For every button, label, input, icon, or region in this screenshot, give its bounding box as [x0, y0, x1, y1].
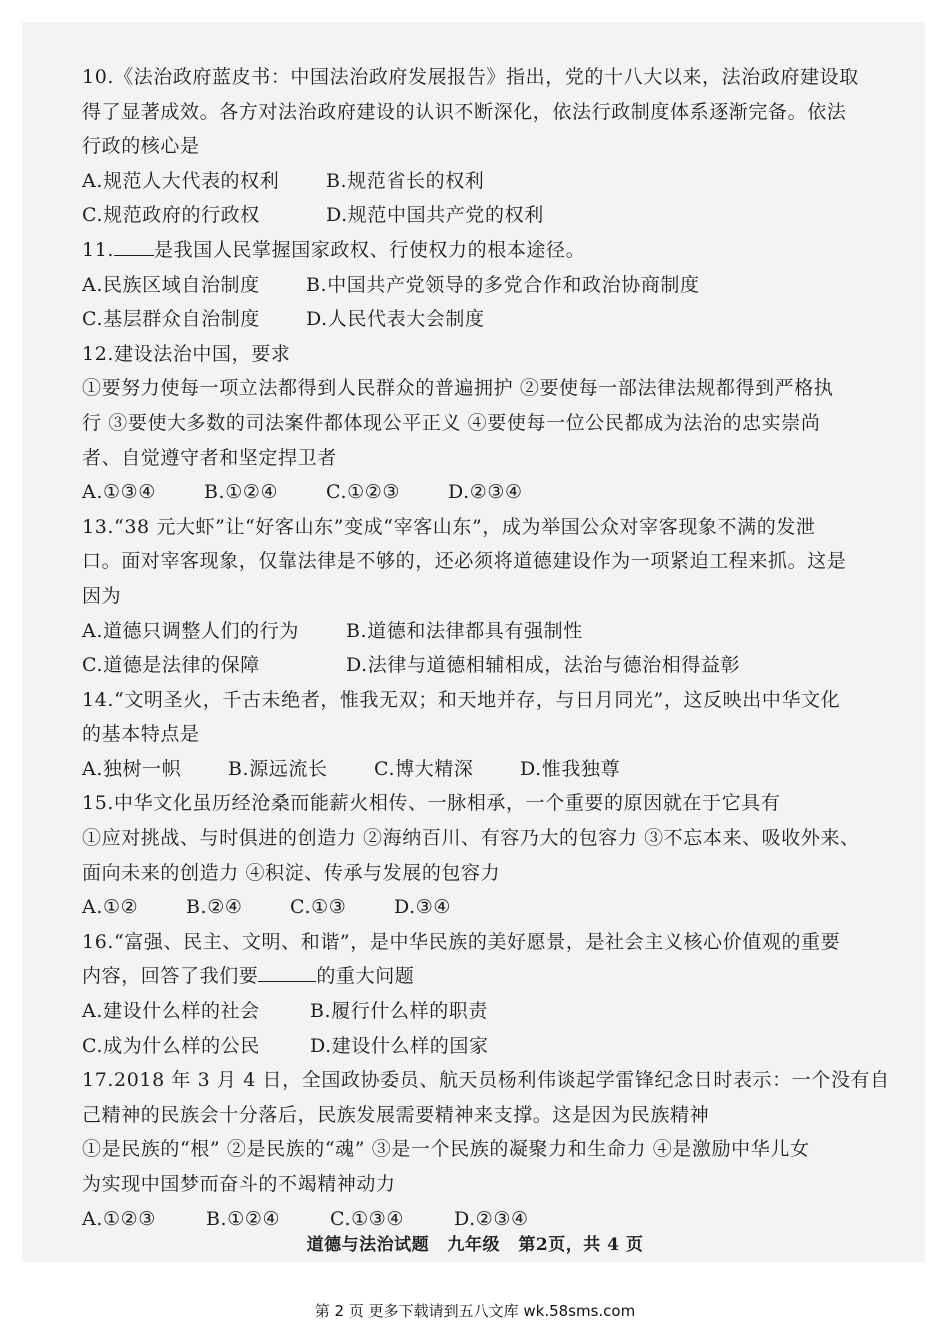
question-stem-line: 者、自觉遵守者和坚定捍卫者 — [82, 446, 337, 469]
question-stem-text: 内容，回答了我们要 — [82, 965, 259, 988]
question-10 — [82, 60, 912, 233]
option-b: B.规范省长的权利 — [326, 169, 485, 192]
option-row — [82, 994, 912, 1029]
option-d: D.建设什么样的国家 — [310, 1034, 489, 1057]
option-row — [82, 164, 912, 199]
question-16 — [82, 925, 912, 1063]
footer-page-number: 第2页，共 4 页 — [518, 1235, 644, 1255]
option-b: B.源远流长 — [228, 757, 328, 780]
question-stem-line: 面向未来的创造力 ④积淀、传承与发展的包容力 — [82, 861, 501, 884]
question-13 — [82, 510, 912, 683]
option-c: C.①③④ — [330, 1207, 404, 1230]
question-stem-line: 因为 — [82, 584, 122, 607]
question-stem-line: 12.建设法治中国，要求 — [82, 342, 291, 365]
question-stem-line: 15.中华文化虽历经沧桑而能薪火相传、一脉相承，一个重要的原因就在于它具有 — [82, 792, 781, 815]
option-b: B.道德和法律都具有强制性 — [346, 619, 583, 642]
option-c: C.博大精深 — [374, 757, 474, 780]
option-row — [82, 890, 912, 925]
answer-blank — [114, 233, 154, 256]
question-stem-line: 己精神的民族会十分落后，民族发展需要精神来支撑。这是因为民族精神 — [82, 1103, 710, 1126]
option-b: B.①②④ — [204, 481, 279, 504]
option-d: D.②③④ — [454, 1207, 529, 1230]
question-14 — [82, 683, 912, 787]
exam-page — [22, 22, 925, 1262]
question-stem-line: 口。面对宰客现象，仅靠法律是不够的，还必须将道德建设作为一项紧迫工程来抓。这是 — [82, 550, 847, 573]
question-stem-line: ①是民族的“根” ②是民族的“魂” ③是一个民族的凝聚力和生命力 ④是激励中华儿女 — [82, 1138, 810, 1161]
question-stem-line: 16.“富强、民主、文明、和谐”，是中华民族的美好愿景，是社会主义核心价值观的重要 — [82, 930, 841, 953]
option-b: B.①②④ — [206, 1207, 281, 1230]
option-a: A.①③④ — [82, 481, 156, 504]
question-stem-line: ①应对挑战、与时俱进的创造力 ②海纳百川、有容乃大的包容力 ③不忘本来、吸收外来、 — [82, 827, 860, 850]
download-note: 第 2 页 更多下载请到五八文库 wk.58sms.com — [314, 1302, 636, 1320]
option-row — [82, 1029, 912, 1064]
question-stem-line — [82, 959, 912, 994]
option-row — [82, 614, 912, 649]
questions-area — [82, 60, 912, 1236]
page-footer — [0, 1230, 950, 1255]
option-a: A.道德只调整人们的行为 — [82, 619, 299, 642]
option-c: C.道德是法律的保障 — [82, 654, 260, 677]
option-c: C.基层群众自治制度 — [82, 308, 260, 331]
question-stem-line: 行政的核心是 — [82, 135, 200, 158]
option-a: A.建设什么样的社会 — [82, 1000, 260, 1023]
option-d: D.惟我独尊 — [520, 757, 621, 780]
footer-subject: 道德与法治试题 — [306, 1235, 430, 1255]
question-number: 11. — [82, 238, 115, 261]
option-d: D.法律与道德相辅相成，法治与德治相得益彰 — [346, 654, 741, 677]
option-b: B.②④ — [186, 896, 243, 919]
option-row — [82, 302, 912, 337]
option-a: A.民族区域自治制度 — [82, 273, 260, 296]
option-d: D.②③④ — [448, 481, 523, 504]
footer-grade: 九年级 — [447, 1235, 500, 1255]
question-stem-line — [82, 233, 912, 268]
option-row — [82, 268, 912, 303]
answer-blank — [258, 959, 316, 982]
option-d: D.人民代表大会制度 — [306, 308, 485, 331]
option-a: A.独树一帜 — [82, 757, 182, 780]
option-c: C.规范政府的行政权 — [82, 204, 260, 227]
option-a: A.①②③ — [82, 1207, 156, 1230]
question-stem-line: 13.“38 元大虾”让“好客山东”变成“宰客山东”，成为举国公众对宰客现象不满的发泄 — [82, 515, 816, 538]
question-stem-line: 得了显著成效。各方对法治政府建设的认识不断深化，依法行政制度体系逐渐完备。依法 — [82, 100, 847, 123]
option-a: A.规范人大代表的权利 — [82, 169, 280, 192]
question-stem-text: 的重大问题 — [316, 965, 415, 988]
option-b: B.中国共产党领导的多党合作和政治协商制度 — [306, 273, 700, 296]
question-stem-line: 为实现中国梦而奋斗的不竭精神动力 — [82, 1173, 396, 1195]
option-b: B.履行什么样的职责 — [310, 1000, 489, 1023]
option-row — [82, 198, 912, 233]
question-stem-line: 10.《法治政府蓝皮书：中国法治政府发展报告》指出，党的十八大以来，法治政府建设取 — [82, 66, 859, 88]
question-stem-line: 17.2018 年 3 月 4 日，全国政协委员、航天员杨利伟谈起学雷锋纪念日时表示：一个没有自 — [82, 1069, 890, 1092]
option-c: C.①②③ — [326, 481, 400, 504]
option-row — [82, 648, 912, 683]
question-stem-line: ①要努力使每一项立法都得到人民群众的普遍拥护 ②要使每一部法律法规都得到严格执 — [82, 377, 834, 400]
option-row — [82, 752, 912, 787]
option-c: C.①③ — [290, 896, 347, 919]
option-c: C.成为什么样的公民 — [82, 1034, 260, 1057]
question-17 — [82, 1063, 912, 1236]
question-stem-line: 行 ③要使大多数的司法案件都体现公平正义 ④要使每一位公民都成为法治的忠实崇尚 — [82, 411, 821, 434]
question-12 — [82, 337, 912, 510]
question-stem-line: 的基本特点是 — [82, 723, 200, 746]
question-stem-line: 14.“文明圣火，千古未绝者，惟我无双；和天地并存，与日月同光”，这反映出中华文化 — [82, 688, 841, 711]
question-15 — [82, 786, 912, 924]
option-d: D.③④ — [394, 896, 452, 919]
option-a: A.①② — [82, 896, 139, 919]
option-d: D.规范中国共产党的权利 — [326, 204, 544, 227]
option-row — [82, 475, 912, 510]
question-stem-text: 是我国人民掌握国家政权、行使权力的根本途径。 — [154, 238, 586, 261]
question-11 — [82, 233, 912, 337]
